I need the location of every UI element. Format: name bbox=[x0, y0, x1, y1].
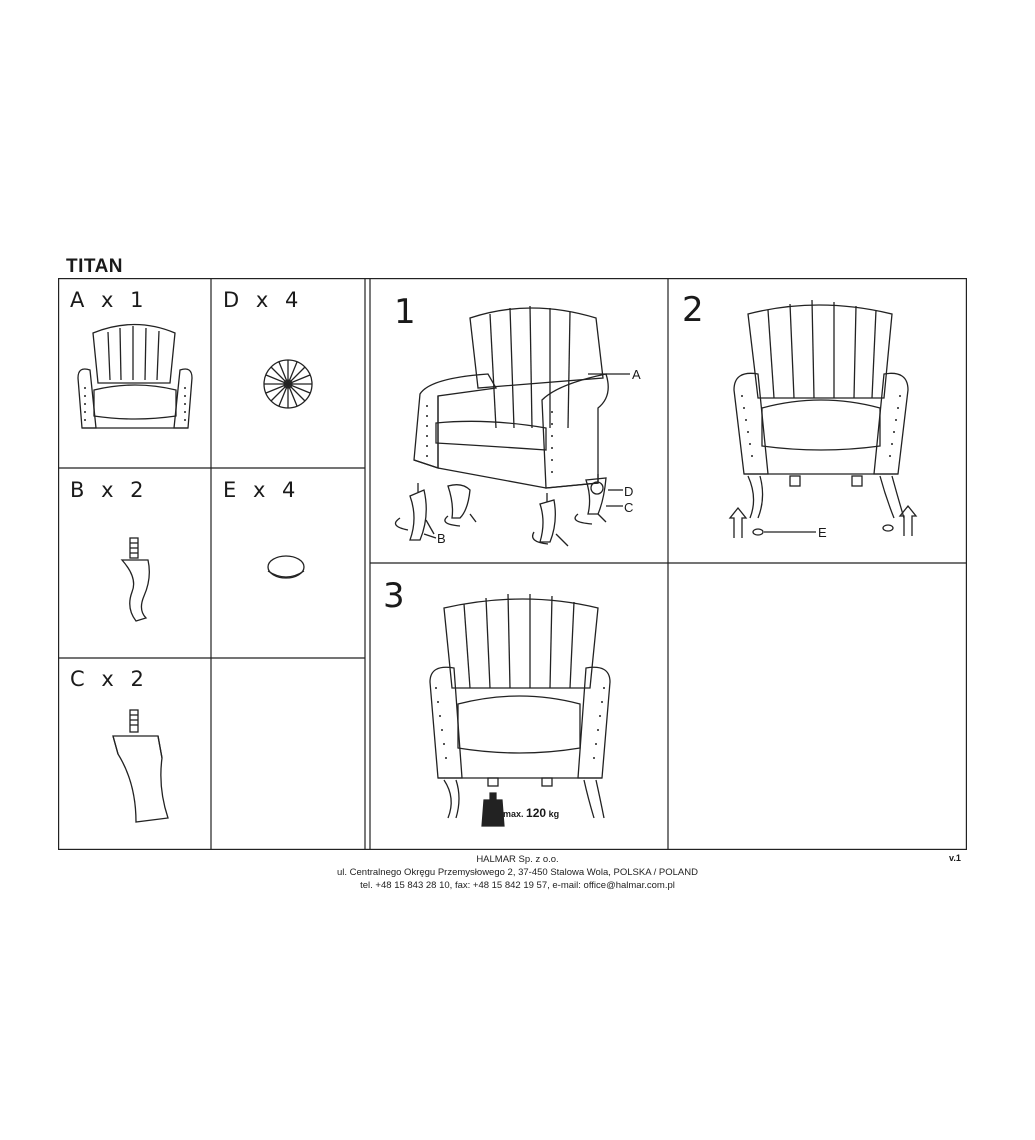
callout-e: E bbox=[818, 525, 827, 540]
felt-pad-icon bbox=[268, 556, 304, 578]
sheet-grid bbox=[58, 278, 967, 850]
straight-leg-icon bbox=[113, 710, 168, 822]
part-b-label: B x 2 bbox=[70, 478, 149, 502]
callout-b: B bbox=[437, 531, 446, 546]
footer-address: ul. Centralnego Okręgu Przemysłowego 2, 37-450 Stalowa Wola, POLSKA / POLAND bbox=[336, 867, 698, 878]
callout-d: D bbox=[624, 484, 634, 499]
weight-icon bbox=[482, 793, 504, 826]
part-e-label: E x 4 bbox=[223, 478, 301, 502]
callout-c: C bbox=[624, 500, 634, 515]
armchair-icon bbox=[78, 325, 192, 429]
footer-contact: tel. +48 15 843 28 10, fax: +48 15 842 19 57, e-mail: office@halmar.com.pl bbox=[360, 880, 675, 891]
step-2-number: 2 bbox=[682, 290, 704, 330]
product-title: TITAN bbox=[66, 256, 124, 277]
step3-illustration bbox=[430, 594, 610, 818]
max-load-unit: kg bbox=[548, 809, 560, 819]
step1-illustration bbox=[396, 306, 634, 546]
assembly-sheet bbox=[58, 278, 967, 850]
max-load-value: 120 bbox=[526, 806, 547, 820]
version-label: v.1 bbox=[949, 853, 961, 863]
part-d-label: D x 4 bbox=[223, 288, 304, 312]
footer-company: HALMAR Sp. z o.o. bbox=[476, 854, 559, 865]
part-c-label: C x 2 bbox=[70, 667, 149, 691]
step-3-number: 3 bbox=[383, 576, 405, 616]
part-a-label: A x 1 bbox=[70, 288, 149, 312]
round-glide-icon bbox=[264, 360, 312, 408]
max-load-label bbox=[503, 806, 559, 820]
step2-illustration bbox=[730, 300, 916, 538]
callout-a: A bbox=[632, 367, 641, 382]
curved-leg-icon bbox=[122, 538, 149, 621]
step-1-number: 1 bbox=[394, 292, 416, 332]
max-load-prefix: max. bbox=[503, 809, 524, 819]
